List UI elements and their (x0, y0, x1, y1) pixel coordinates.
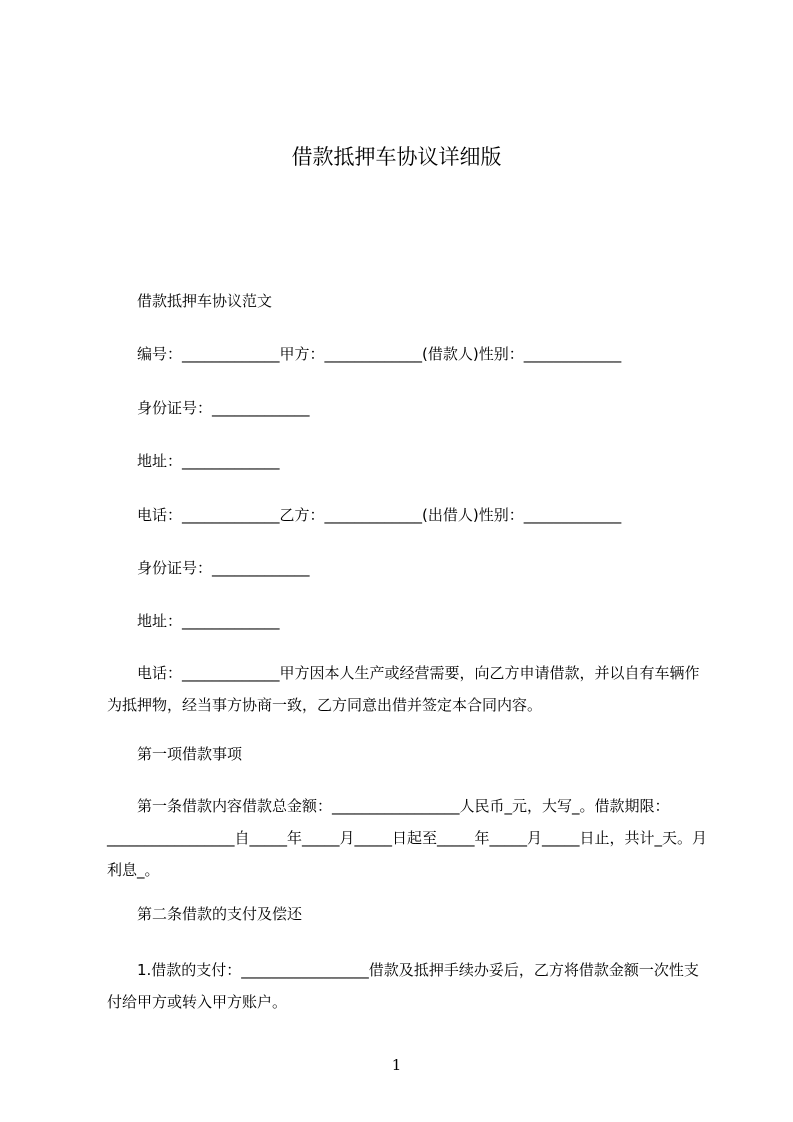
phone-party-b-line: 电话：_____________乙方：_____________(出借人)性别：_____________ (137, 506, 622, 524)
document-subtitle: 借款抵押车协议范文 (137, 292, 273, 310)
address-b-line: 地址：_____________ (137, 612, 280, 630)
payment-paragraph: 1.借款的支付：_________________借款及抵押手续办妥后，乙方将借款金额一次性支付给甲方或转入甲方账户。 (107, 961, 699, 1011)
document-title: 借款抵押车协议详细版 (291, 145, 502, 169)
clause1-paragraph: 第一条借款内容借款总金额：_________________人民币_元，大写_。借款期限：_________________自_____年_____月_____日起至_____年_____月_____日止，共计_天。月利息_。 (107, 797, 708, 879)
number-party-a-line: 编号：_____________甲方：_____________(借款人)性别：_____________ (137, 345, 622, 363)
intro-paragraph: 电话：_____________甲方因本人生产或经营需要，向乙方申请借款，并以自有车辆作为抵押物，经当事方协商一致，乙方同意出借并签定本合同内容。 (107, 664, 700, 714)
address-a-line: 地址：_____________ (137, 452, 280, 470)
section1-heading: 第一项借款事项 (137, 745, 243, 763)
id-number-b-line: 身份证号：_____________ (137, 559, 310, 577)
page-number: 1 (391, 1056, 402, 1074)
clause2-heading: 第二条借款的支付及偿还 (137, 905, 303, 923)
id-number-a-line: 身份证号：_____________ (137, 399, 310, 417)
